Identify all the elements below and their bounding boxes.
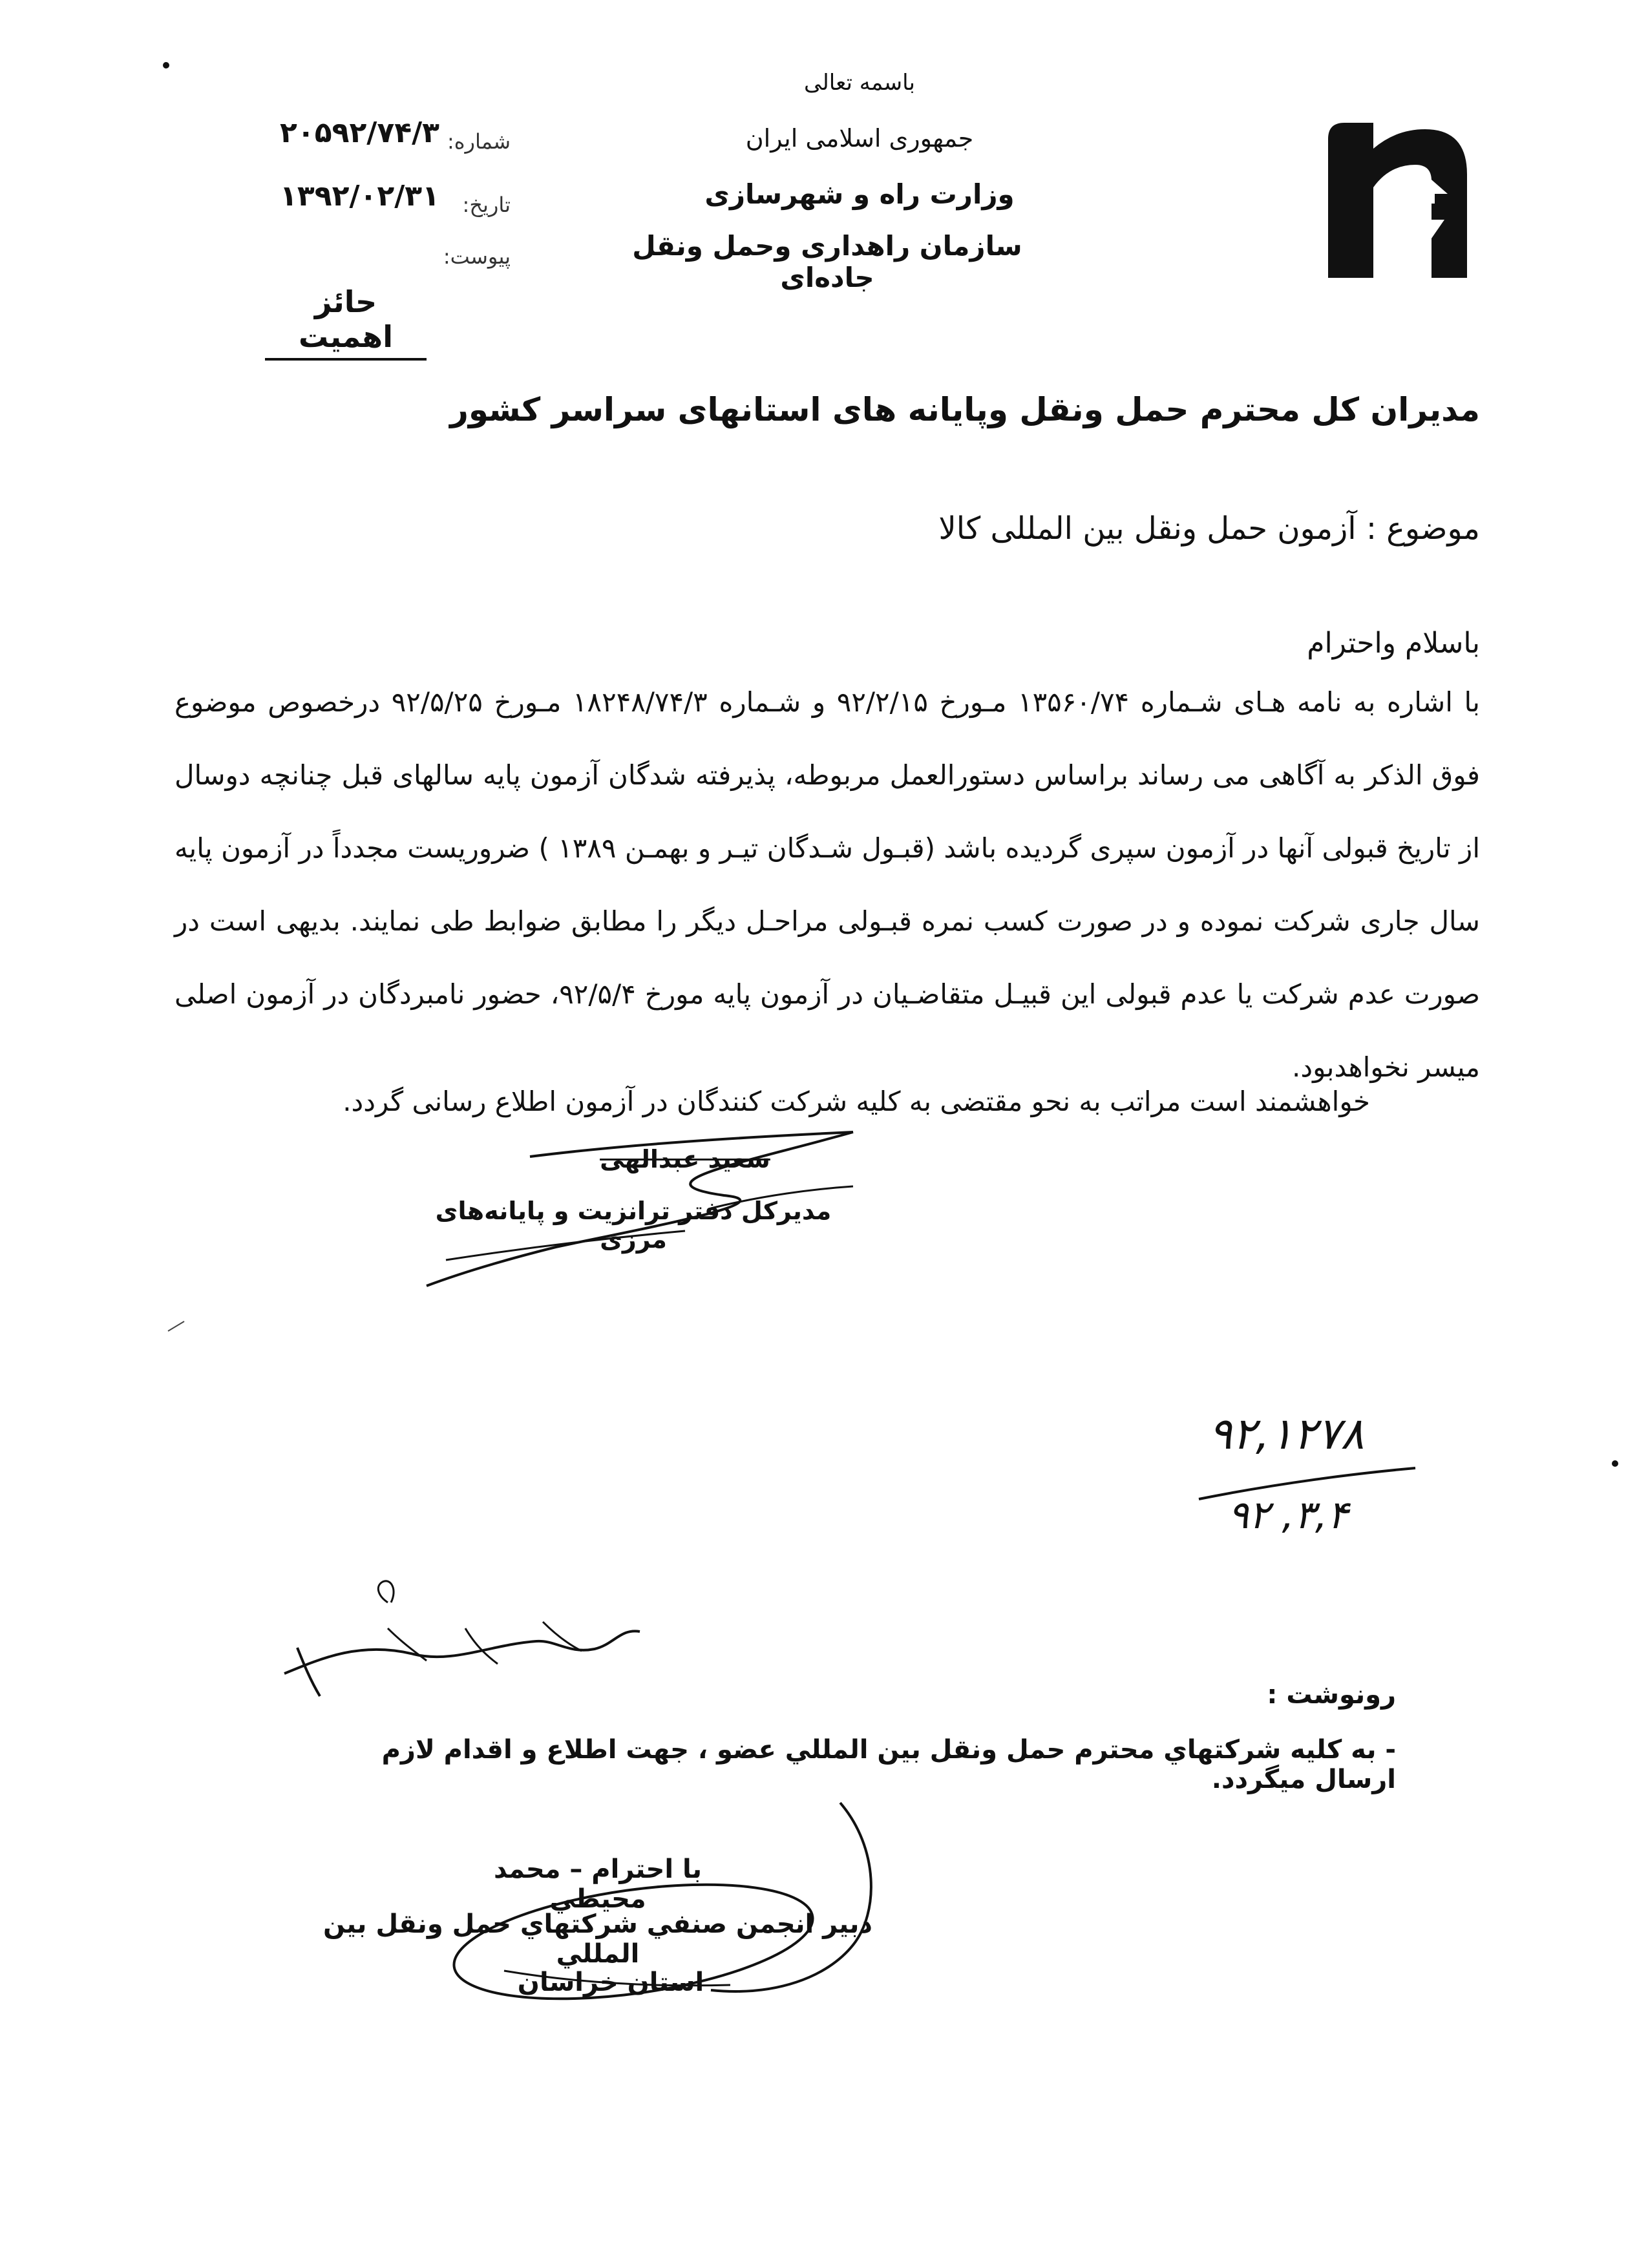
addressee: مدیران کل محترم حمل ونقل وپایانه های استانهای سراسر کشور <box>450 391 1480 428</box>
basmala: باسمه تعالی <box>804 70 915 96</box>
organization-name: سازمان راهداری وحمل ونقل جاده‌ای <box>632 230 1022 293</box>
signatory-title: مدیرکل دفتر ترانزیت و پایانه‌های مرزی <box>435 1197 832 1254</box>
referral-handwriting <box>388 1622 582 1664</box>
road-transport-logo-icon <box>1312 110 1480 291</box>
cc-regards: با احترام – محمد محیطي <box>493 1854 703 1914</box>
scan-dot <box>163 62 169 68</box>
letter-number: ۲۰۵۹۲/۷۴/۳ <box>280 116 439 149</box>
request-line: خواهشمند است مراتب به نحو مقتضی به کلیه شرکت کنندگان در آزمون اطلاع رسانی گردد. <box>343 1086 1370 1117</box>
date-label: تاریخ: <box>462 193 511 217</box>
handwritten-number: ۹۲,۱۲۷۸ <box>1209 1409 1364 1460</box>
scan-mark <box>168 1321 184 1331</box>
scan-dot <box>1612 1460 1618 1467</box>
number-label: شماره: <box>447 129 511 154</box>
letter-body: با اشاره به نامه هـای شـماره ۱۳۵۶۰/۷۴ مـورخ ۹۲/۲/۱۵ و شـماره ۱۸۲۴۸/۷۴/۳ مـورخ ۹۲/۵/۲۵ درخصوص موضوع فوق الذکر به آگاهی می رساند براساس دستورالعمل مربوطه، پذیرفته شدگان آزمون پایه سالهای قبل چنانچه دوسال از تاریخ قبولی آنها در آزمون سپری گردیده باشد (قبـول شـدگان تیـر و بهمـن ۱۳۸۹ ) ضروریست مجدداً در آزمون پایه سال جاری شرکت نموده و در صورت کسب نمره قبـولی مراحـل دیگر را مطابق ضوابط طی نمایند. بدیهی است در صورت عدم شرکت یا عدم قبولی این قبیـل متقاضـیان در آزمون پایه مورخ ۹۲/۵/۴، حضور نامبردگان در آزمون اصلی میسر نخواهدبود. <box>174 686 1481 1083</box>
ministry-name: وزارت راه و شهرسازی <box>704 178 1015 210</box>
country-name: جمهوری اسلامی ایران <box>745 124 974 152</box>
cc-province: استان خراسان <box>517 1968 704 1997</box>
importance-stamp: حائز اهمیت <box>265 284 427 361</box>
referral-handwriting <box>284 1631 640 1674</box>
cc-label: رونوشت : <box>1267 1680 1396 1710</box>
cc-line: - به کلیه شرکتهاي محترم حمل ونقل بین المللي عضو ، جهت اطلاع و اقدام لازم ارسال میگردد. <box>381 1735 1396 1794</box>
handwritten-date: ۹۲ ,۳,۴ <box>1228 1493 1349 1538</box>
referral-handwriting <box>378 1581 394 1602</box>
subject-line: موضوع : آزمون حمل ونقل بین المللی کالا <box>938 510 1480 547</box>
signatory-name: سعید عبدالهی <box>600 1145 770 1173</box>
attachment-label: پیوست: <box>443 244 511 269</box>
greeting: باسلام واحترام <box>1307 627 1480 660</box>
cc-role: دبیر انجمن صنفي شرکتهاي حمل ونقل بین المللي <box>323 1909 872 1969</box>
referral-handwriting <box>297 1648 320 1696</box>
letter-date: ۱۳۹۲/۰۲/۳۱ <box>280 180 439 213</box>
